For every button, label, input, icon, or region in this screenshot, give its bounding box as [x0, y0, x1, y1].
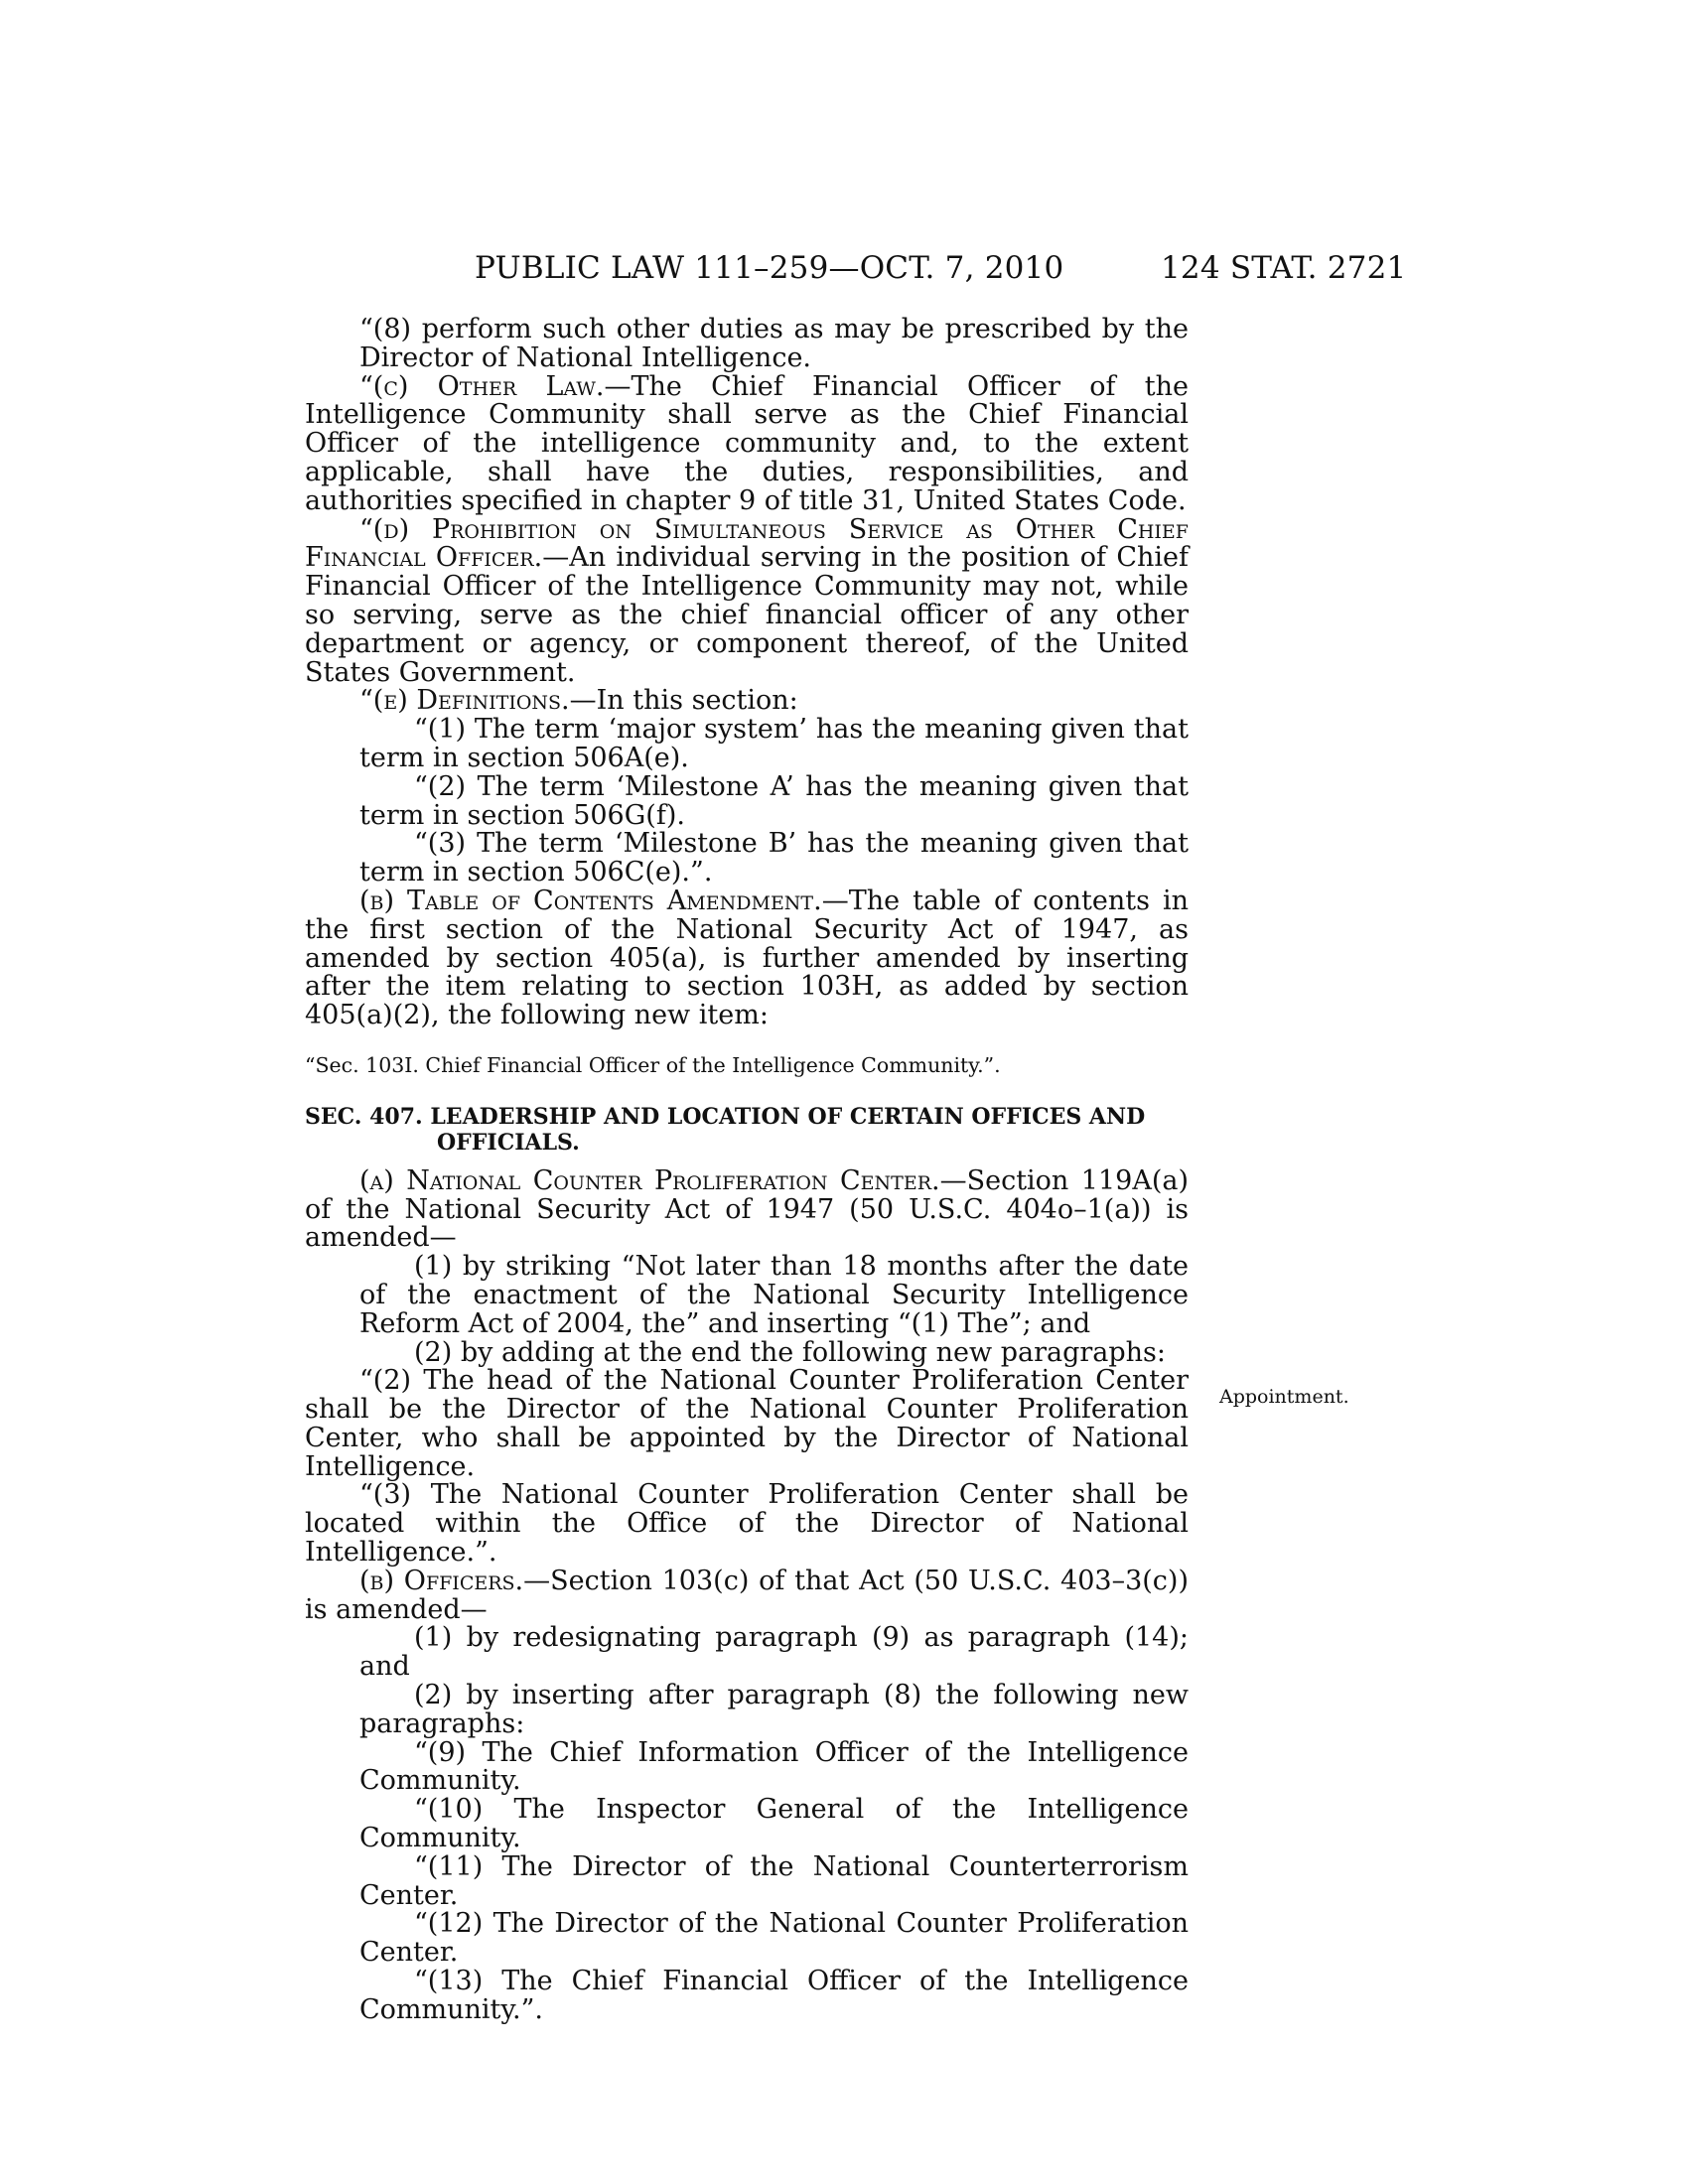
officer-9: “(9) The Chief Information Officer of the Intelligence Community. — [359, 1736, 1189, 1797]
subsection-d-text: —An individual serving in the position of Chief Financial Officer of the Intelligence Community may not, while so serving, serve as the chief financial officer of any other department or agency, or component thereof, of the United States Government. — [305, 542, 1190, 688]
officer-13: “(13) The Chief Financial Officer of the Intelligence Community.”. — [359, 1966, 1189, 2025]
section-407-a — [305, 1164, 1189, 1254]
definition-1: “(1) The term ‘major system’ has the meaning given that term in section 506A(e). — [359, 714, 1189, 773]
margin-note: Appointment. — [1219, 1386, 1349, 1408]
paragraph-8: “(8) perform such other duties as may be prescribed by the Director of National Intelligence. — [359, 314, 1189, 373]
subsection-d — [305, 513, 1190, 688]
new-paragraph-2: “(2) The head of the National Counter Proliferation Center shall be the Director of the National Counter Proliferation Center, who shall be appointed by the Director of National Intelligence. — [305, 1365, 1189, 1482]
section-407-a-text: —Section 119A(a) of the National Security Act of 1947 (50 U.S.C. 404o–1(a)) is amended— — [305, 1164, 1189, 1254]
officer-12: “(12) The Director of the National Counter Proliferation Center. — [359, 1908, 1189, 1969]
section-407-b — [305, 1565, 1189, 1625]
section-407-b-1: (1) by redesignating paragraph (9) as paragraph (14); and — [359, 1622, 1189, 1683]
running-header-page: 124 STAT. 2721 — [1161, 250, 1407, 286]
section-407-a-1: (1) by striking “Not later than 18 months after the date of the enactment of the National Security Intelligence Reform Act of 2004, the” and inserting “(1) The”; and — [359, 1251, 1189, 1339]
section-407-b-2: (2) by inserting after paragraph (8) the following new paragraphs: — [359, 1680, 1189, 1739]
subsection-b-text: —The table of contents in the first section of the National Security Act of 1947, as amended by section 405(a), is further amended by inserting after the item relating to section 103H, as added by section 405(a)(2), the following new item: — [305, 885, 1190, 1031]
subsection-c-text: —The Chief Financial Officer of the Intelligence Community shall serve as the Chief Financial Officer of the intelligence community and, to the extent applicable, shall have the duties, responsibilities, and authorities specified in chapter 9 of title 31, United States Code. — [305, 370, 1189, 516]
running-header-title: PUBLIC LAW 111–259—OCT. 7, 2010 — [475, 250, 1064, 286]
new-paragraph-3: “(3) The National Counter Proliferation Center shall be located within the Office of the Director of National Intelligence.”. — [305, 1479, 1189, 1569]
officer-11: “(11) The Director of the National Counterterrorism Center. — [359, 1850, 1189, 1911]
section-407-heading: SEC. 407. LEADERSHIP AND LOCATION OF CERTAIN OFFICES AND OFFICIALS. — [305, 1103, 1146, 1156]
subsection-c — [305, 370, 1189, 516]
toc-item: “Sec. 103I. Chief Financial Officer of the Intelligence Community.”. — [305, 1052, 1001, 1077]
subsection-b — [305, 887, 1189, 1030]
officer-10: “(10) The Inspector General of the Intelligence Community. — [359, 1794, 1189, 1854]
section-407-b-text: —Section 103(c) of that Act (50 U.S.C. 403–3(c)) is amended— — [305, 1565, 1189, 1625]
subsection-e-text: —In this section: — [569, 685, 798, 717]
section-407-a-2: (2) by adding at the end the following new paragraphs: — [414, 1336, 1167, 1368]
section-407-a-heading: (a) National Counter Proliferation Center. — [359, 1164, 940, 1196]
subsection-e — [305, 687, 1189, 716]
subsection-d-heading: “(d) Prohibition on Simultaneous Service as Other Chief Financial Officer. — [305, 513, 1189, 574]
subsection-c-heading: “(c) Other Law. — [359, 370, 605, 402]
subsection-e-heading: “(e) Definitions. — [359, 685, 570, 717]
definition-3: “(3) The term ‘Milestone B’ has the meaning given that term in section 506C(e).”. — [359, 828, 1189, 888]
definition-2: “(2) The term ‘Milestone A’ has the meaning given that term in section 506G(f). — [359, 770, 1189, 831]
subsection-b-heading: (b) Table of Contents Amendment. — [359, 885, 822, 916]
page-body — [305, 316, 1189, 2025]
section-407-b-heading: (b) Officers. — [359, 1565, 524, 1596]
